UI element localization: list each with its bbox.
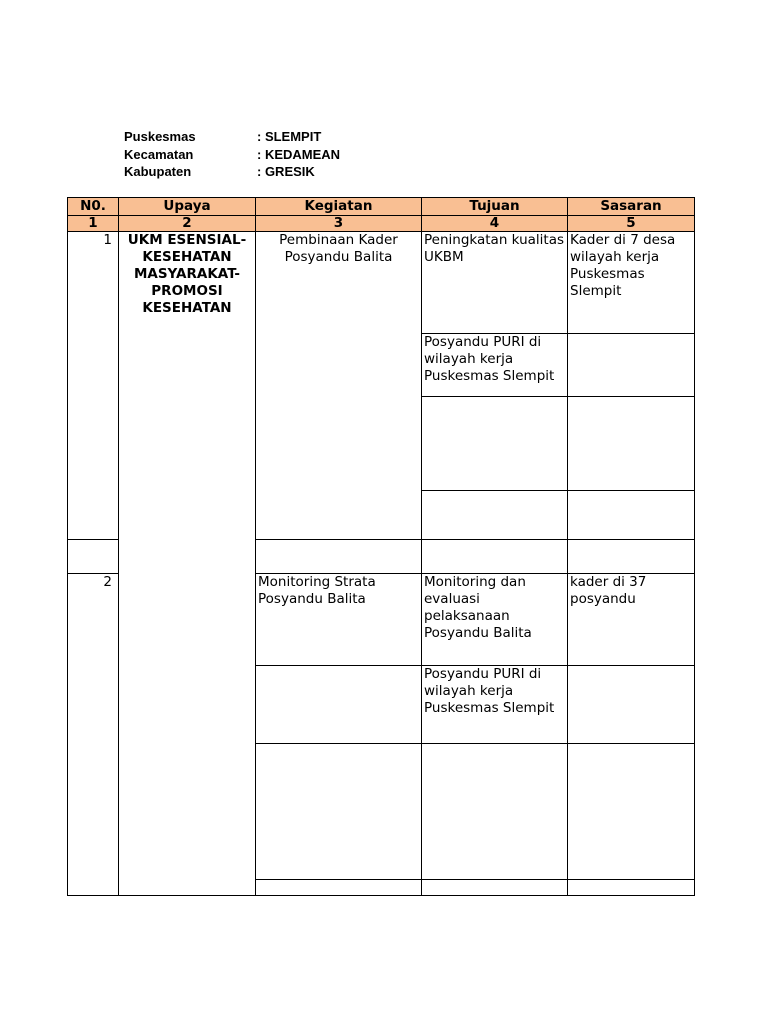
info-label: Kabupaten	[124, 164, 192, 179]
column-number-row	[68, 216, 695, 232]
info-row-kabupaten	[124, 163, 340, 181]
col-header-tujuan: Tujuan	[422, 198, 568, 216]
sasaran-cell: kader di 37 posyandu	[568, 574, 695, 666]
col-number: 5	[568, 216, 695, 232]
table-row	[68, 232, 695, 334]
col-number: 1	[68, 216, 119, 232]
sasaran-cell	[568, 744, 695, 880]
info-value: : KEDAMEAN	[257, 146, 341, 162]
info-value: : SLEMPIT	[257, 129, 322, 144]
kegiatan-cell	[256, 540, 422, 574]
sasaran-cell	[568, 334, 695, 397]
col-header-no: N0.	[68, 198, 119, 216]
kegiatan-cell: Pembinaan Kader Posyandu Balita	[256, 232, 422, 540]
kegiatan-cell: Monitoring Strata Posyandu Balita	[256, 574, 422, 666]
tujuan-cell	[422, 540, 568, 574]
kegiatan-cell	[256, 880, 422, 896]
info-label: Puskesmas	[124, 129, 196, 144]
col-number: 3	[256, 216, 422, 232]
header-info	[124, 128, 340, 181]
row-number: 2	[68, 574, 119, 896]
tujuan-cell: Posyandu PURI di wilayah kerja Puskesmas Slempit	[422, 666, 568, 744]
tujuan-cell	[422, 880, 568, 896]
tujuan-cell: Posyandu PURI di wilayah kerja Puskesmas Slempit	[422, 334, 568, 397]
sasaran-cell	[568, 666, 695, 744]
table-header-row	[68, 198, 695, 216]
activity-table	[67, 197, 695, 896]
tujuan-cell	[422, 491, 568, 540]
tujuan-cell	[422, 744, 568, 880]
info-value: : GRESIK	[257, 164, 315, 179]
col-header-sasaran: Sasaran	[568, 198, 695, 216]
row-number	[68, 540, 119, 574]
kegiatan-cell	[256, 666, 422, 744]
row-number: 1	[68, 232, 119, 540]
tujuan-cell: Peningkatan kualitas UKBM	[422, 232, 568, 334]
col-header-upaya: Upaya	[119, 198, 256, 216]
col-number: 2	[119, 216, 256, 232]
sasaran-cell: Kader di 7 desa wilayah kerja Puskesmas Slempit	[568, 232, 695, 334]
col-header-kegiatan: Kegiatan	[256, 198, 422, 216]
tujuan-cell	[422, 397, 568, 491]
tujuan-cell: Monitoring dan evaluasi pelaksanaan Posyandu Balita	[422, 574, 568, 666]
sasaran-cell	[568, 540, 695, 574]
info-label: Kecamatan	[124, 146, 194, 162]
sasaran-cell	[568, 880, 695, 896]
kegiatan-cell	[256, 744, 422, 880]
col-number: 4	[422, 216, 568, 232]
info-row-puskesmas	[124, 128, 340, 146]
sasaran-cell	[568, 491, 695, 540]
info-row-kecamatan	[124, 146, 340, 164]
upaya-cell: UKM ESENSIAL-KESEHATAN MASYARAKAT-PROMOSI KESEHATAN	[119, 232, 256, 896]
sasaran-cell	[568, 397, 695, 491]
